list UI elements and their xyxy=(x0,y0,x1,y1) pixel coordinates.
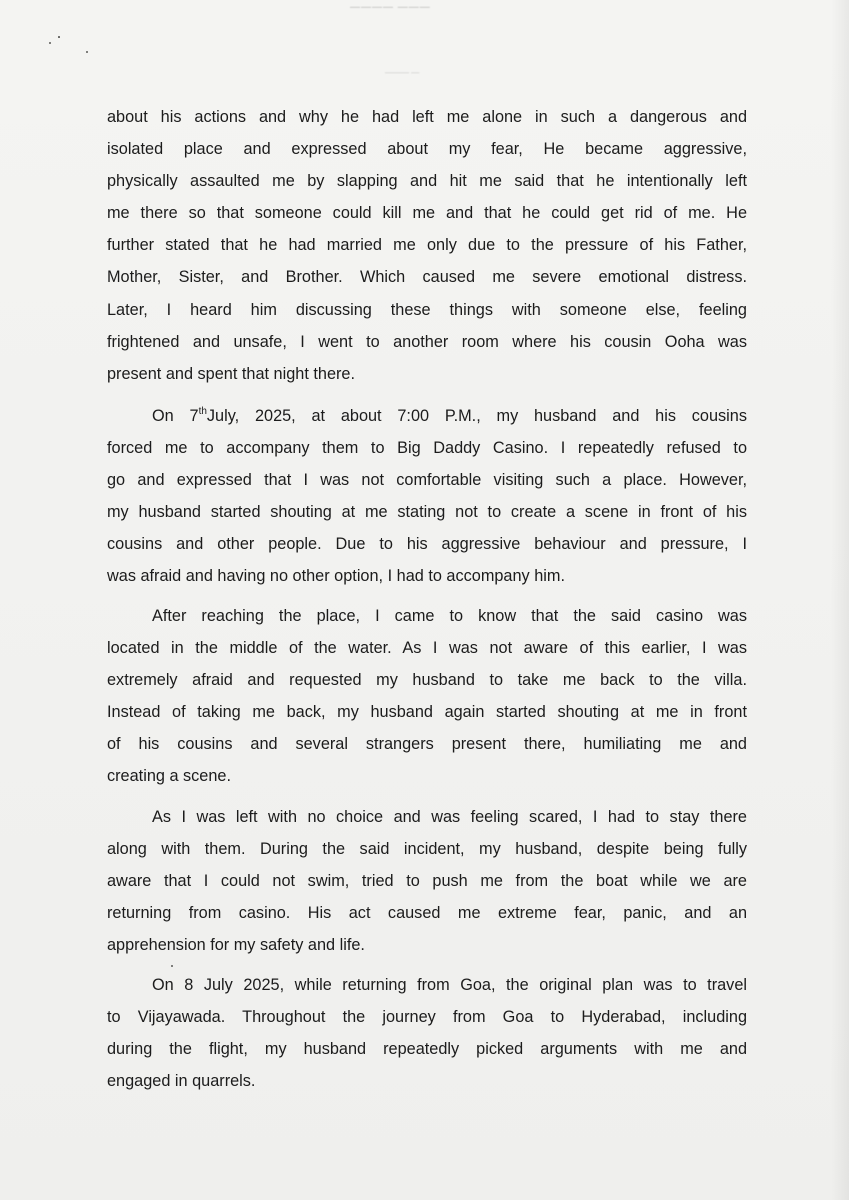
paragraph-4 xyxy=(107,801,747,961)
text-line: frightened and unsafe, I went to another room where his cousin Ooha was xyxy=(107,332,747,351)
text-line: go and expressed that I was not comfortable visiting such a place. However, xyxy=(107,471,747,490)
text-line: my husband started shouting at me stating not to create a scene in front of his xyxy=(107,503,747,522)
paragraph-1 xyxy=(107,101,747,390)
text-line: Later, I heard him discussing these things with someone else, feeling xyxy=(107,300,747,319)
bleed-through-subheader: ——— — xyxy=(385,68,420,77)
text-line: of his cousins and several strangers present there, humiliating me and xyxy=(107,735,747,754)
text-line: present and spent that night there. xyxy=(107,364,356,383)
paragraph-5 xyxy=(107,969,747,1097)
text-line: located in the middle of the water. As I was not aware of this earlier, I was xyxy=(107,639,747,658)
text-line: engaged in quarrels. xyxy=(107,1072,256,1091)
text-line: aware that I could not swim, tried to push me from the boat while we are xyxy=(107,872,747,891)
text-line: during the flight, my husband repeatedly picked arguments with me and xyxy=(107,1040,747,1059)
ordinal-suffix: th xyxy=(198,406,207,417)
text-line: creating a scene. xyxy=(107,767,231,786)
text-line: physically assaulted me by slapping and hit me said that he intentionally left xyxy=(107,172,747,191)
date-rest: July, 2025, at about 7:00 P.M., my husband and his cousins xyxy=(206,407,747,425)
text-line: returning from casino. His act caused me extreme fear, panic, and an xyxy=(107,904,747,923)
text-line: On 8 July 2025, while returning from Goa, the original plan was to travel xyxy=(152,976,747,994)
text-line: along with them. During the said incident, my husband, despite being fully xyxy=(107,840,747,859)
text-line: As I was left with no choice and was feeling scared, I had to stay there xyxy=(152,808,747,826)
text-line: Instead of taking me back, my husband again started shouting at me in front xyxy=(107,703,747,722)
paragraph-3 xyxy=(107,600,747,793)
paragraph-2 xyxy=(107,400,747,593)
bleed-through-header: ———— ——— xyxy=(350,2,431,13)
text-line: Mother, Sister, and Brother. Which caused me severe emotional distress. xyxy=(107,268,747,287)
text-line xyxy=(107,400,747,432)
text-line: isolated place and expressed about my fear, He became aggressive, xyxy=(107,140,747,159)
text-line: apprehension for my safety and life. xyxy=(107,936,365,955)
text-line: After reaching the place, I came to know that the said casino was xyxy=(152,607,747,625)
text-line: to Vijayawada. Throughout the journey from Goa to Hyderabad, including xyxy=(107,1008,747,1027)
text-line: further stated that he had married me only due to the pressure of his Father, xyxy=(107,236,747,255)
text-line: me there so that someone could kill me and that he could get rid of me. He xyxy=(107,204,747,223)
text-line: extremely afraid and requested my husband to take me back to the villa. xyxy=(107,671,747,690)
text-line: forced me to accompany them to Big Daddy Casino. I repeatedly refused to xyxy=(107,439,747,458)
date-prefix: On 7 xyxy=(152,407,199,425)
text-line: was afraid and having no other option, I had to accompany him. xyxy=(107,567,565,586)
text-line: about his actions and why he had left me alone in such a dangerous and xyxy=(107,108,747,126)
text-line: cousins and other people. Due to his aggressive behaviour and pressure, I xyxy=(107,535,747,554)
